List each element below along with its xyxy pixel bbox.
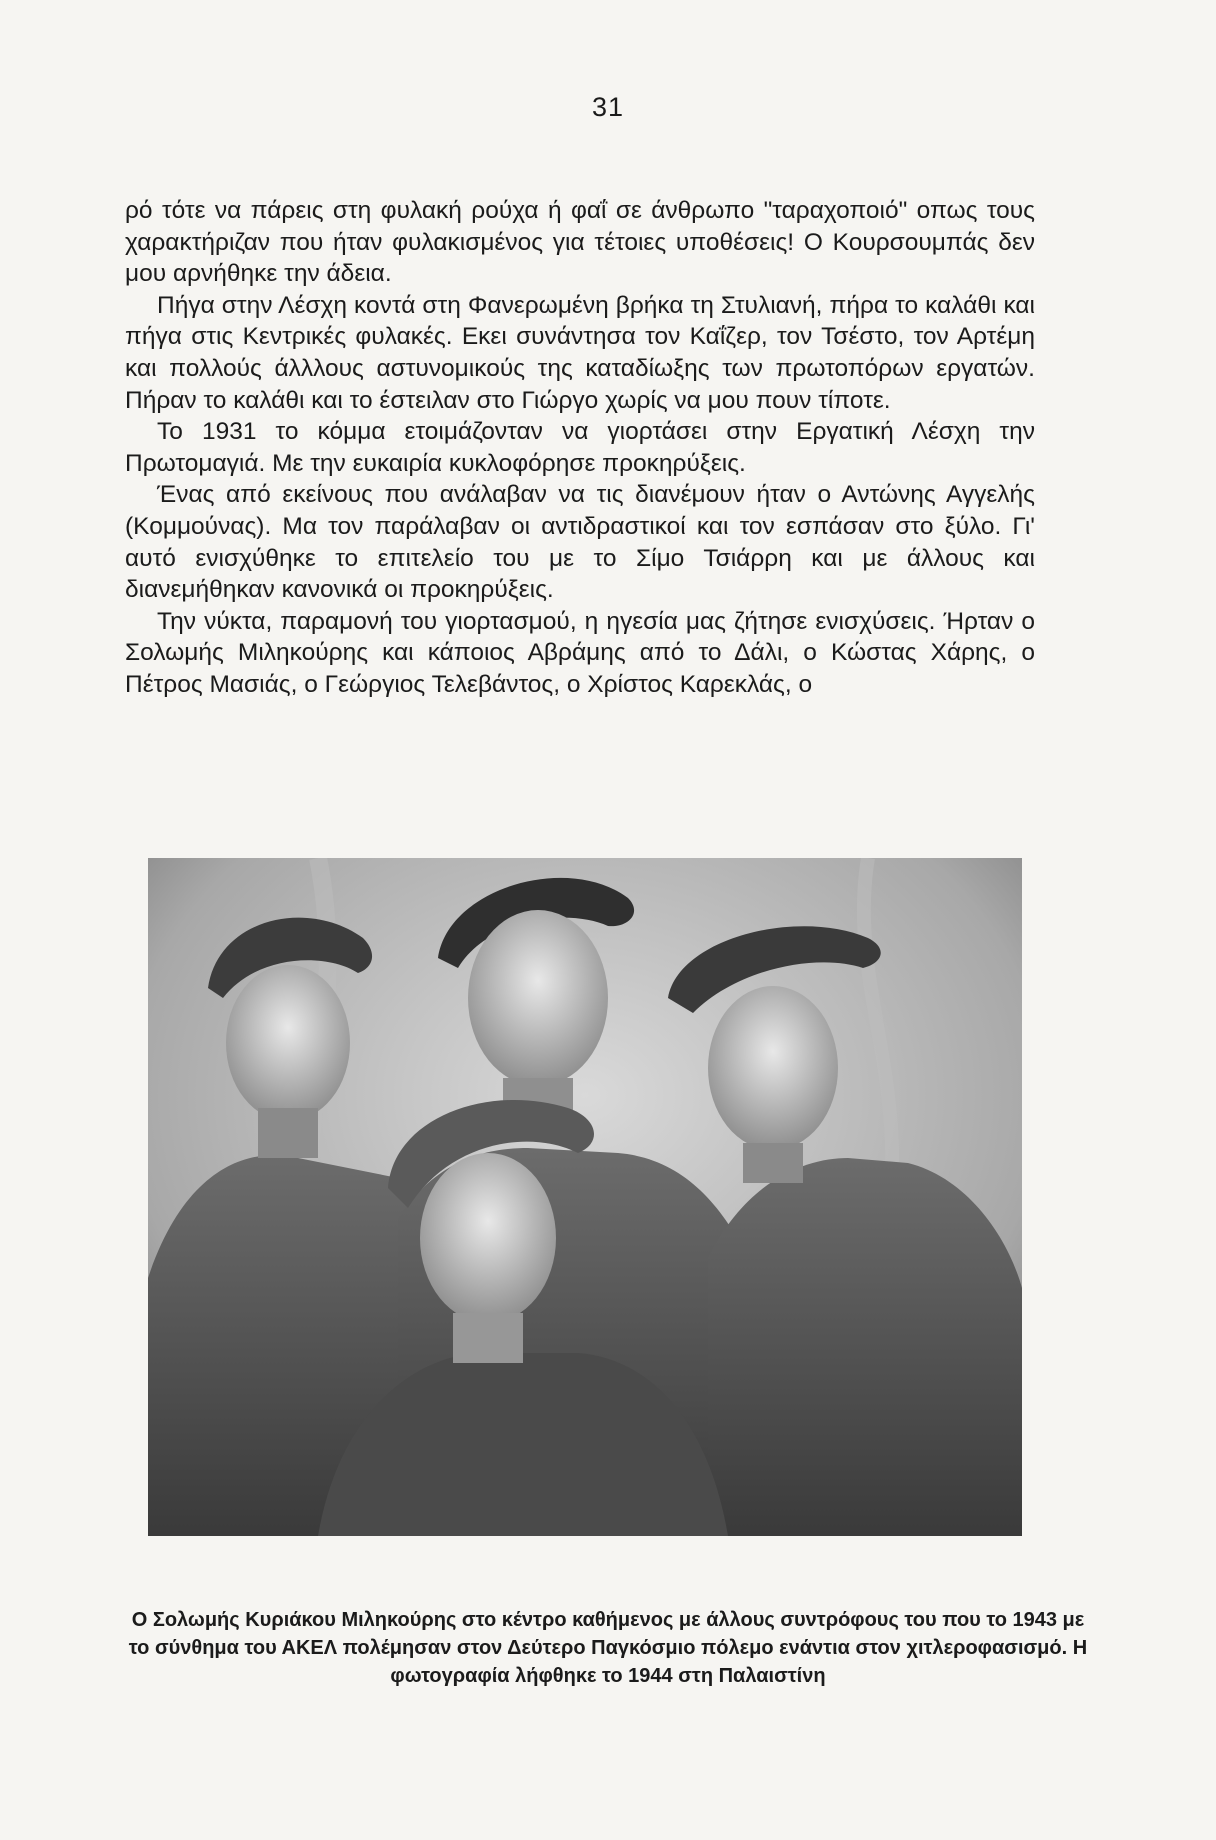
paragraph: Την νύκτα, παραμονή του γιορτασμού, η ηγεσία μας ζήτησε ενισχύσεις. Ήρταν ο Σολωμής Μιληκούρης και κάποιος Αβράμης από το Δάλι, ο Κώστας Χάρης, ο Πέτρος Μασιάς, ο Γεώργιος Τελεβάντος, ο Χρίστος Καρεκλάς, ο	[125, 607, 1035, 698]
body-text	[125, 195, 1035, 701]
photo-caption: Ο Σολωμής Κυριάκου Μιληκούρης στο κέντρο καθήμενος με άλλους συντρόφους του που το 1943 με το σύνθημα του ΑΚΕΛ πολέμησαν στον Δεύτερο Παγκόσμιο πόλεμο ενάντια στον χιτλεροφασισμό. Η φωτογραφία λήφθηκε το 1944 στη Παλαιστίνη	[128, 1609, 1088, 1687]
paragraph: ρό τότε να πάρεις στη φυλακή ρούχα ή φαΐ σε άνθρωπο "ταραχοποιό" οπως τους χαρακτήριζαν που ήταν φυλακισμένος για τέτοιες υποθέσεις! Ο Κουρσουμπάς δεν μου αρνήθηκε την άδεια.	[125, 197, 1035, 288]
group-photo	[148, 858, 1022, 1536]
group-photo-image	[148, 858, 1022, 1536]
paragraph: Πήγα στην Λέσχη κοντά στη Φανερωμένη βρήκα τη Στυλιανή, πήρα το καλάθι και πήγα στις Κεντρικές φυλακές. Εκει συνάντησα τον Καΐζερ, τον Τσέστο, τον Αρτέμη και πολλούς άλλλους αστυνομικούς της καταδίωξης των πρωτοπόρων εργατών. Πήραν το καλάθι και το έστειλαν στο Γιώργο χωρίς να μου πουν τίποτε.	[125, 291, 1035, 414]
paragraph: Ένας από εκείνους που ανάλαβαν να τις διανέμουν ήταν ο Αντώνης Αγγελής (Κομμούνας). Μα τον παράλαβαν οι αντιδραστικοί και τον εσπάσαν στο ξύλο. Γι' αυτό ενισχύθηκε το επιτελείο του με το Σίμο Τσιάρρη και με άλλους και διανεμήθηκαν κανονικά οι προκηρύξεις.	[125, 481, 1035, 604]
paragraph: Το 1931 το κόμμα ετοιμάζονταν να γιορτάσει στην Εργατική Λέσχη την Πρωτομαγιά. Με την ευκαιρία κυκλοφόρησε προκηρύξεις.	[125, 418, 1035, 477]
page-number: 31	[591, 92, 625, 122]
